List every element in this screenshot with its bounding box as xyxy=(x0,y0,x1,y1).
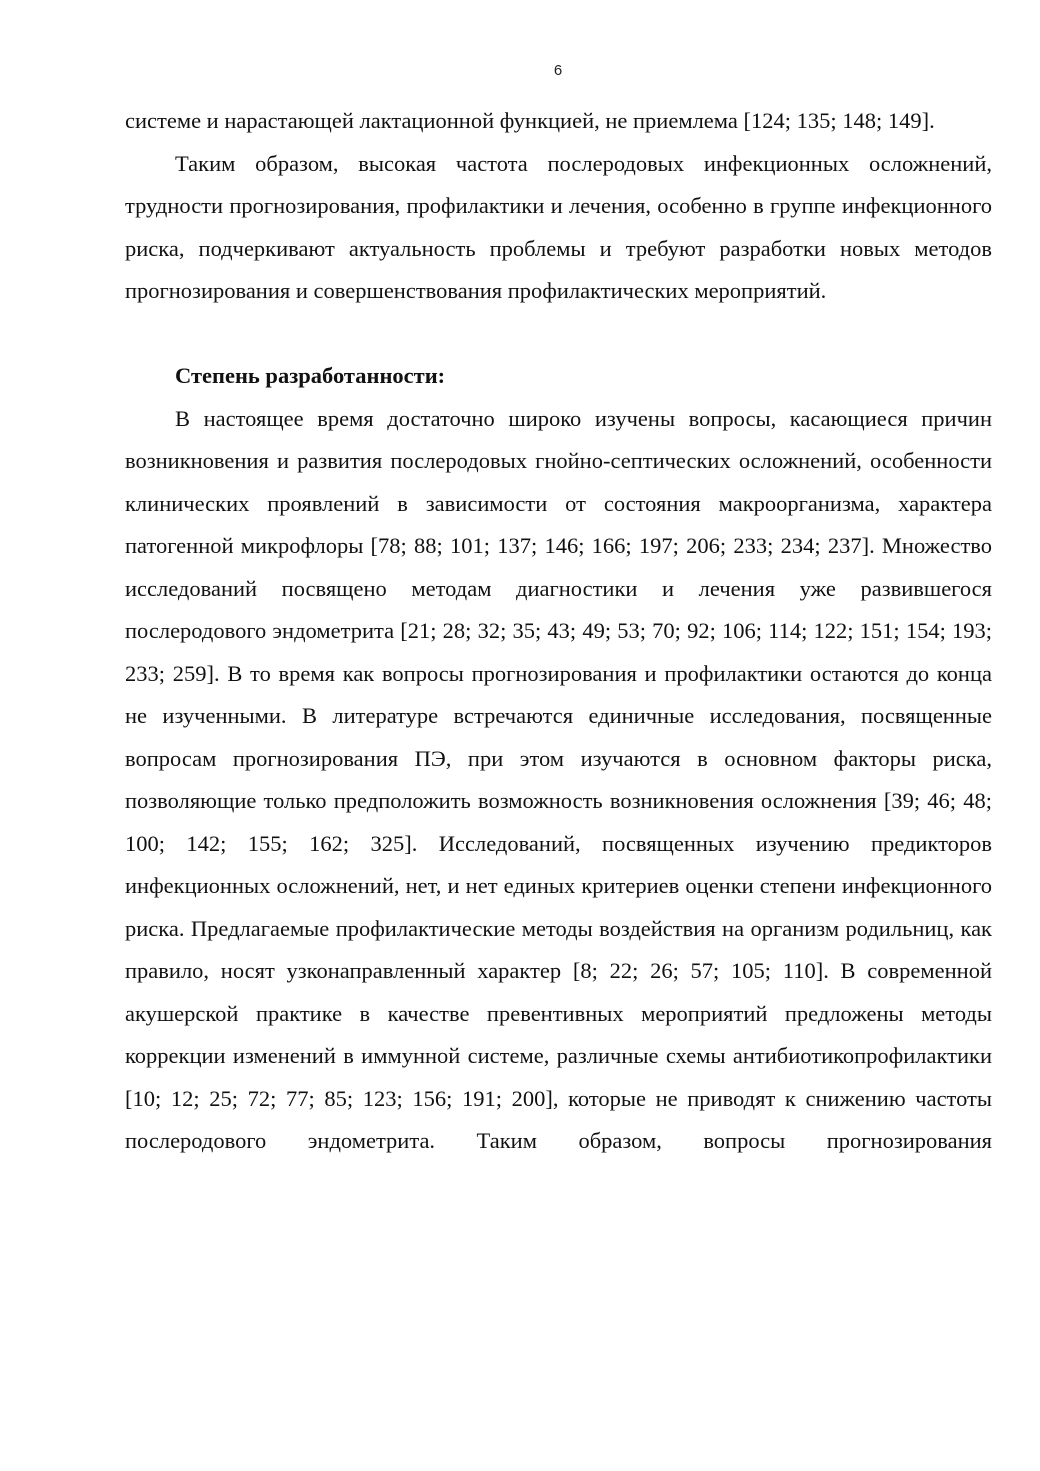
paragraph-spacer xyxy=(125,313,992,356)
paragraph-summary: Таким образом, высокая частота послеродовых инфекционных осложнений, трудности прогнозирования, профилактики и лечения, особенно в группе инфекционного риска, подчеркивают актуальность проблемы и требуют разработки новых методов прогнозирования и совершенствования профилактических мероприятий. xyxy=(125,150,992,303)
section-body: В настоящее время достаточно широко изучены вопросы, касающиеся причин возникновения и развития послеродовых гнойно-септических осложнений, особенности клинических проявлений в зависимости от состояния макроорганизма, характера патогенной микрофлоры [78; 88; 101; 137; 146; 166; 197; 206; 233; 234; 237]. Множество исследований посвящено методам диагностики и лечения уже развившегося послеродового эндометрита [21; 28; 32; 35; 43; 49; 53; 70; 92; 106; 114; 122; 151; 154; 193; 233; 259]. В то время как вопросы прогнозирования и профилактики остаются до конца не изученными. В литературе встречаются единичные исследования, посвященные вопросам прогнозирования ПЭ, при этом изучаются в основном факторы риска, позволяющие только предположить возможность возникновения осложнения [39; 46; 48; 100; 142; 155; 162; 325]. Исследований, посвященных изучению предикторов инфекционных осложнений, нет, и нет единых критериев оценки степени инфекционного риска. Предлагаемые профилактические методы воздействия на организм родильниц, как правило, носят узконаправленный характер [8; 22; 26; 57; 105; 110]. В современной акушерской практике в качестве превентивных мероприятий предложены методы коррекции изменений в иммунной системе, различные схемы антибиотикопрофилактики [10; 12; 25; 72; 77; 85; 123; 156; 191; 200], которые не приводят к снижению частоты послеродового эндометрита. Таким образом, вопросы прогнозирования xyxy=(125,405,992,1153)
paragraph-continuation: системе и нарастающей лактационной функцией, не приемлема [124; 135; 148; 149]. xyxy=(125,108,935,133)
section-heading: Степень разработанности: xyxy=(175,363,446,388)
page-content xyxy=(125,100,992,1163)
page-number: 6 xyxy=(553,62,563,79)
